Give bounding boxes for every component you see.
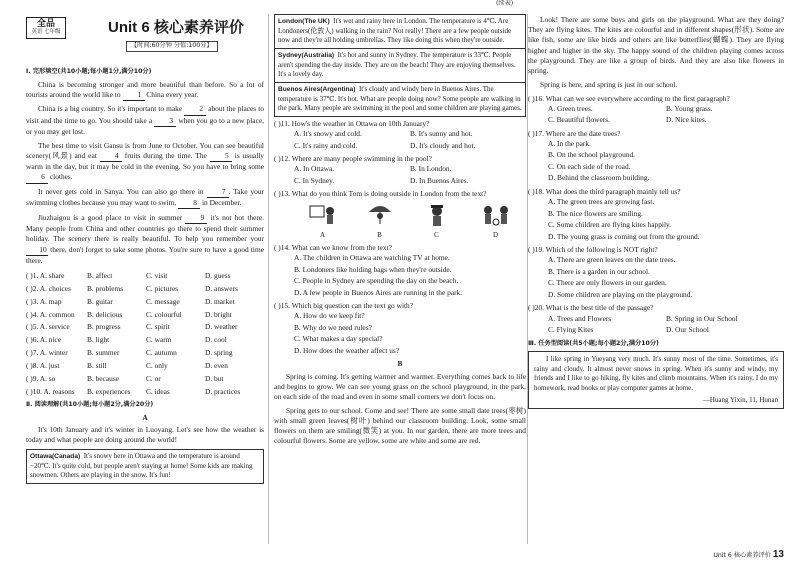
option-a[interactable]: ( )1. A. share xyxy=(26,270,65,280)
option-d[interactable]: D. weather xyxy=(205,322,238,332)
question-17: ( )17. Where are the date trees? A. In the park. B. On the school playground. C. On each side of the road. D. Behind the classroom building. xyxy=(528,129,784,185)
option-b[interactable]: B. progress xyxy=(86,322,121,332)
option-d[interactable]: D. market xyxy=(205,296,235,306)
city-box-buenos-aires: Buenos Aires(Argentina) It's cloudy and windy here in Buenos Aires. The temperature is 37℃. It's hot. What are people doing now? Some people are walking in the park. Many people are swimming in the pool and some children are playing games. xyxy=(274,83,526,117)
choice[interactable]: B. It's sunny and hot. xyxy=(410,129,473,139)
choice[interactable]: A. There are green leaves on the date trees. xyxy=(548,255,676,265)
brand-logo: 全品 英语 七年级 xyxy=(26,17,66,39)
choice[interactable]: D. Our School xyxy=(666,325,709,335)
option-row xyxy=(26,386,264,399)
option-d[interactable]: D. guess xyxy=(205,270,231,280)
passage-label-a: A xyxy=(142,413,148,422)
cloze-paragraph: China is becoming stronger and more beautiful than before. So a lot of tourists around the world like to 1 China every year. xyxy=(26,80,264,101)
choice[interactable]: B. There is a garden in our school. xyxy=(548,266,650,276)
section-cloze xyxy=(26,66,264,484)
option-b[interactable]: B. experiences xyxy=(86,386,131,396)
option-b[interactable]: B. because xyxy=(86,374,119,383)
option-d[interactable]: D. cool xyxy=(205,335,227,345)
choice[interactable]: C. What makes a day special? xyxy=(294,334,383,344)
question-20: ( )20. What is the best title of the passage? A. Trees and Flowers B. Spring in Our School C. Flying Kites D. Our School xyxy=(528,303,784,336)
option-c[interactable]: C. colourful xyxy=(145,309,182,319)
kids-ball-icon xyxy=(479,202,513,228)
choice[interactable]: C. Some children are flying kites happily. xyxy=(548,220,672,230)
choice[interactable]: D. The young grass is coming out from the ground. xyxy=(548,231,700,241)
question-18: ( )18. What does the third paragraph mainly tell us? A. The green trees are growing fast. B. The nice flowers are smiling. C. Some children are flying kites happily. D. The young grass is coming out from the ground. xyxy=(528,187,784,243)
option-a[interactable]: ( )10. A. reasons xyxy=(26,386,75,396)
option-d[interactable]: D. bright xyxy=(205,309,232,319)
page-number: 13 xyxy=(772,549,784,561)
choice[interactable]: C. In Sydney. xyxy=(294,175,335,185)
choice[interactable]: A. The green trees are growing fast. xyxy=(548,197,655,207)
option-row xyxy=(26,270,264,283)
figure-b[interactable]: B xyxy=(365,202,395,241)
option-a[interactable]: ( )5. A. service xyxy=(26,322,70,332)
figure-a[interactable]: A xyxy=(308,202,338,241)
option-d[interactable]: D. even xyxy=(205,361,228,371)
city-box-sydney: Sydney(Australia) It's hot and sunny in Sydney. The temperature is 33℃. People aren't spending the day inside. They are on the beach! They are enjoying themselves. It's a lovely day. xyxy=(274,49,526,83)
cloze-paragraph: It never gets cold in Sanya. You can also go there in 7 . Take your swimming clothes because you may want to swim, 8 in December. xyxy=(26,187,264,209)
choice[interactable]: A. Trees and Flowers xyxy=(548,313,612,323)
task-reading-text: I like spring in Yueyang very much. It's sunny most of the time. Sometimes, it's rainy and cloudy. It almost never snows in spring. When it's sunny and windy, my friends and I like to go hiking, fly kites and climb mountains. When it's rainy, I do my homework, read books or play computer games at home. xyxy=(534,355,778,393)
option-a[interactable]: ( )3. A. map xyxy=(26,296,62,306)
column-3 xyxy=(528,0,784,409)
choice[interactable]: D. Nice kites. xyxy=(666,115,707,125)
signature: —Huang Yixin, 11, Hunan xyxy=(702,395,778,404)
choice[interactable]: C. Flying Kites xyxy=(548,325,594,335)
option-b[interactable]: B. problems xyxy=(86,283,124,293)
choice[interactable]: D. A few people in Buenos Aires are running in the park. xyxy=(294,287,463,297)
option-row xyxy=(26,308,264,321)
option-c[interactable]: C. only xyxy=(145,361,168,371)
page-title: Unit 6 核心素养评价 xyxy=(108,19,244,36)
choice[interactable]: A. The children in Ottawa are watching TV at home. xyxy=(294,253,450,263)
continued-note: (续表) xyxy=(496,0,514,7)
option-c[interactable]: C. or xyxy=(145,374,161,383)
figure-c[interactable]: C xyxy=(422,202,452,241)
figure-d[interactable]: D xyxy=(479,202,513,241)
cloze-paragraph: The best time to visit Gansu is from June to October. You can see beautiful scenery(风景) and eat 4 fruits during the time. The 5 is usually warm in the day, but it may be cold in the evening. So you have to bring some 6 clothes. xyxy=(26,141,264,184)
cloze-paragraph: Jiuzhaigou is a good place to visit in summer 9 it's not hot there. Many people from China and other countries go there to spend their summer holiday. The scenery there is really beautiful. To help you remember your 10 there, don't forget to take some photos. You're sure to have a good time there. xyxy=(26,212,264,265)
option-row xyxy=(26,282,264,295)
option-a[interactable]: ( )2. A. choices xyxy=(26,283,71,293)
choice[interactable]: D. Some children are playing on the playground. xyxy=(548,289,693,299)
option-d[interactable]: D. spring xyxy=(205,348,233,358)
option-d[interactable]: D. practices xyxy=(205,386,241,396)
choice[interactable]: A. In the park. xyxy=(548,138,591,148)
option-a[interactable]: ( )7. A. winter xyxy=(26,348,68,358)
choice[interactable]: A. How do we keep fit? xyxy=(294,311,365,321)
passage-b-paragraph: Look! There are some boys and girls on the playground. What are they doing? They are flying kites. The kites are colourful and in different shapes(形状). Some are like fish, some are like birds and others are like butterflies(蝴蝶). They are flying higher and higher in the sky. The happy sound of the children playing comes across the playground. They are like a group of birds. And they are also like flowers in spring. xyxy=(528,15,784,76)
option-b[interactable]: B. summer xyxy=(86,348,120,358)
section-heading: Ⅲ. 任务型阅读(共5小题;每小题2分,满分10分) xyxy=(528,339,659,347)
page-footer: Unit 6 核心素养评价 13 xyxy=(713,549,784,561)
choice[interactable]: B. Why do we need rules? xyxy=(294,322,372,332)
choice[interactable]: B. Spring in Our School xyxy=(666,313,738,323)
option-row xyxy=(26,360,264,373)
option-row xyxy=(26,295,264,308)
option-c[interactable]: C. message xyxy=(145,296,180,306)
option-b[interactable]: B. delicious xyxy=(86,309,123,319)
option-row xyxy=(26,321,264,334)
passage-label-b: B xyxy=(397,359,403,369)
city-box-london: London(The UK) It's wet and rainy here in London. The temperature is 4℃. Are Londoners(伦敦人) walking in the rain? Not really! There are a few people outside now and they're all holding umbrellas. They like doing this when they're outside. xyxy=(274,14,526,49)
task-reading-box xyxy=(528,351,784,409)
question-19: ( )19. Which of the following is NOT right? A. There are green leaves on the date trees. B. There is a garden in our school. C. There are only flowers in our garden. D. Some children are playing on the playground. xyxy=(528,245,784,301)
question-14: ( )14. What can we know from the text? A. The children in Ottawa are watching TV at home. B. Londoners like holding bags when they're outside. C. People in Sydney are spending the day on the beach. D. A few people in Buenos Aires are running in the park. xyxy=(274,243,526,299)
option-d[interactable]: D. answers xyxy=(205,283,238,293)
choice[interactable]: C. There are only flowers in our garden. xyxy=(548,278,667,288)
choice[interactable]: C. It's rainy and cold. xyxy=(294,140,358,150)
section-heading: Ⅰ. 完形填空(共10小题;每小题1分,满分10分) xyxy=(26,68,152,75)
option-row xyxy=(26,334,264,347)
option-c[interactable]: C. warm xyxy=(145,335,172,345)
choice[interactable]: B. Young grass. xyxy=(666,103,713,113)
choice[interactable]: B. On the school playground. xyxy=(548,150,636,160)
cloze-paragraph: China is a big country. So it's important to make 2 about the places to visit and the time to go. You should take a 3 when you go to a new place, or you may get lost. xyxy=(26,104,264,136)
option-d[interactable]: D. but xyxy=(205,374,224,383)
option-a[interactable]: ( )8. A. just xyxy=(26,361,60,371)
choice[interactable]: C. People in Sydney are spending the day on the beach. xyxy=(294,276,459,286)
section-heading: Ⅱ. 阅读理解(共10小题;每小题2分,满分20分) xyxy=(26,401,154,409)
passage-b-paragraph: Spring is here, and spring is just in our school. xyxy=(540,79,678,89)
option-a[interactable]: ( )6. A. nice xyxy=(26,335,62,345)
kid-umbrella-icon xyxy=(365,202,395,228)
option-a[interactable]: ( )9. A. so xyxy=(26,374,56,383)
option-b[interactable]: B. guitar xyxy=(86,296,113,306)
option-c[interactable]: C. visit xyxy=(145,270,168,280)
choice[interactable]: B. In London. xyxy=(410,164,452,174)
option-b[interactable]: B. still xyxy=(86,361,107,371)
question-11: ( )11. How's the weather in Ottawa on 10th January? A. It's snowy and cold. B. It's sunny and hot. C. It's rainy and cold. D. It's cloudy and hot. xyxy=(274,119,526,152)
kid-tv-icon xyxy=(308,202,338,228)
choice[interactable]: C. On each side of the road. xyxy=(548,161,631,171)
options-table xyxy=(26,270,264,399)
question-12: ( )12. Where are many people swimming in the pool? A. In Ottawa. B. In London. C. In Sydney. D. In Buenos Aires. xyxy=(274,154,526,187)
choice[interactable]: B. Londoners like holding bags when they're outside. xyxy=(294,264,452,274)
option-row xyxy=(26,347,264,360)
option-a[interactable]: ( )4. A. common xyxy=(26,309,75,319)
time-info: 【时间:60分钟 分值:100分】 xyxy=(126,41,218,52)
choice[interactable]: A. It's snowy and cold. xyxy=(294,129,362,139)
option-b[interactable]: B. affect xyxy=(86,270,113,280)
choice[interactable]: A. In Ottawa. xyxy=(294,164,335,174)
choice[interactable]: D. Behind the classroom building. xyxy=(548,173,650,183)
choice[interactable]: D. In Buenos Aires. xyxy=(410,175,469,185)
choice[interactable]: A. Green trees. xyxy=(548,103,593,113)
passage-b-paragraph: Spring is coming. It's getting warmer and warmer. Everything comes back to life and begins to grow. We can see young grass on the school playground, in the park, on each side of the road and even in some small corners we don't focus on. xyxy=(274,371,526,401)
choice[interactable]: C. Beautiful flowers. xyxy=(548,115,610,125)
option-c[interactable]: C. spirit xyxy=(145,322,170,332)
question-16: ( )16. What can we see everywhere according to the first paragraph? A. Green trees. B. Young grass. C. Beautiful flowers. D. Nice kites. xyxy=(528,94,784,127)
column-divider xyxy=(268,14,269,544)
column-2 xyxy=(274,0,526,447)
passage-b-paragraph: Spring gets to our school. Come and see! There are some small date trees(枣树) with small green leaves(树叶) behind our classroom building. Look, some small flowers on them are smiling(微笑) at you. In our garden, there are more trees and colourful flowers. Some are yellow, some are white and some are red. xyxy=(274,405,526,446)
passage-intro: It's 10th January and it's winter in Luoyang. Let's see how the weather is today and what people are doing around the world! xyxy=(26,425,264,445)
choice[interactable]: B. The nice flowers are smiling. xyxy=(548,208,643,218)
kid-hat-icon xyxy=(422,202,452,228)
option-c[interactable]: C. autumn xyxy=(145,348,177,358)
choice[interactable]: D. It's cloudy and hot. xyxy=(410,140,476,150)
option-b[interactable]: B. light xyxy=(86,335,110,345)
choice[interactable]: D. How does the weather affect us? xyxy=(294,345,400,355)
option-c[interactable]: C. ideas xyxy=(145,386,170,396)
option-row xyxy=(26,373,264,386)
option-c[interactable]: C. pictures xyxy=(145,283,179,293)
question-15: ( )15. Which big question can the text go with? A. How do we keep fit? B. Why do we need rules? C. What makes a day special? D. How does the weather affect us? xyxy=(274,301,526,357)
city-box-ottawa: Ottawa(Canada) It's snowy here in Ottawa and the temperature is around −20℃. It's quite cold, but people aren't staying at home! Some kids are making snowmen. Others are playing in the snow. It's fun! xyxy=(26,449,264,484)
question-13: ( )13. What do you think Tom is doing outside in London from the text? A B C D xyxy=(274,189,526,241)
